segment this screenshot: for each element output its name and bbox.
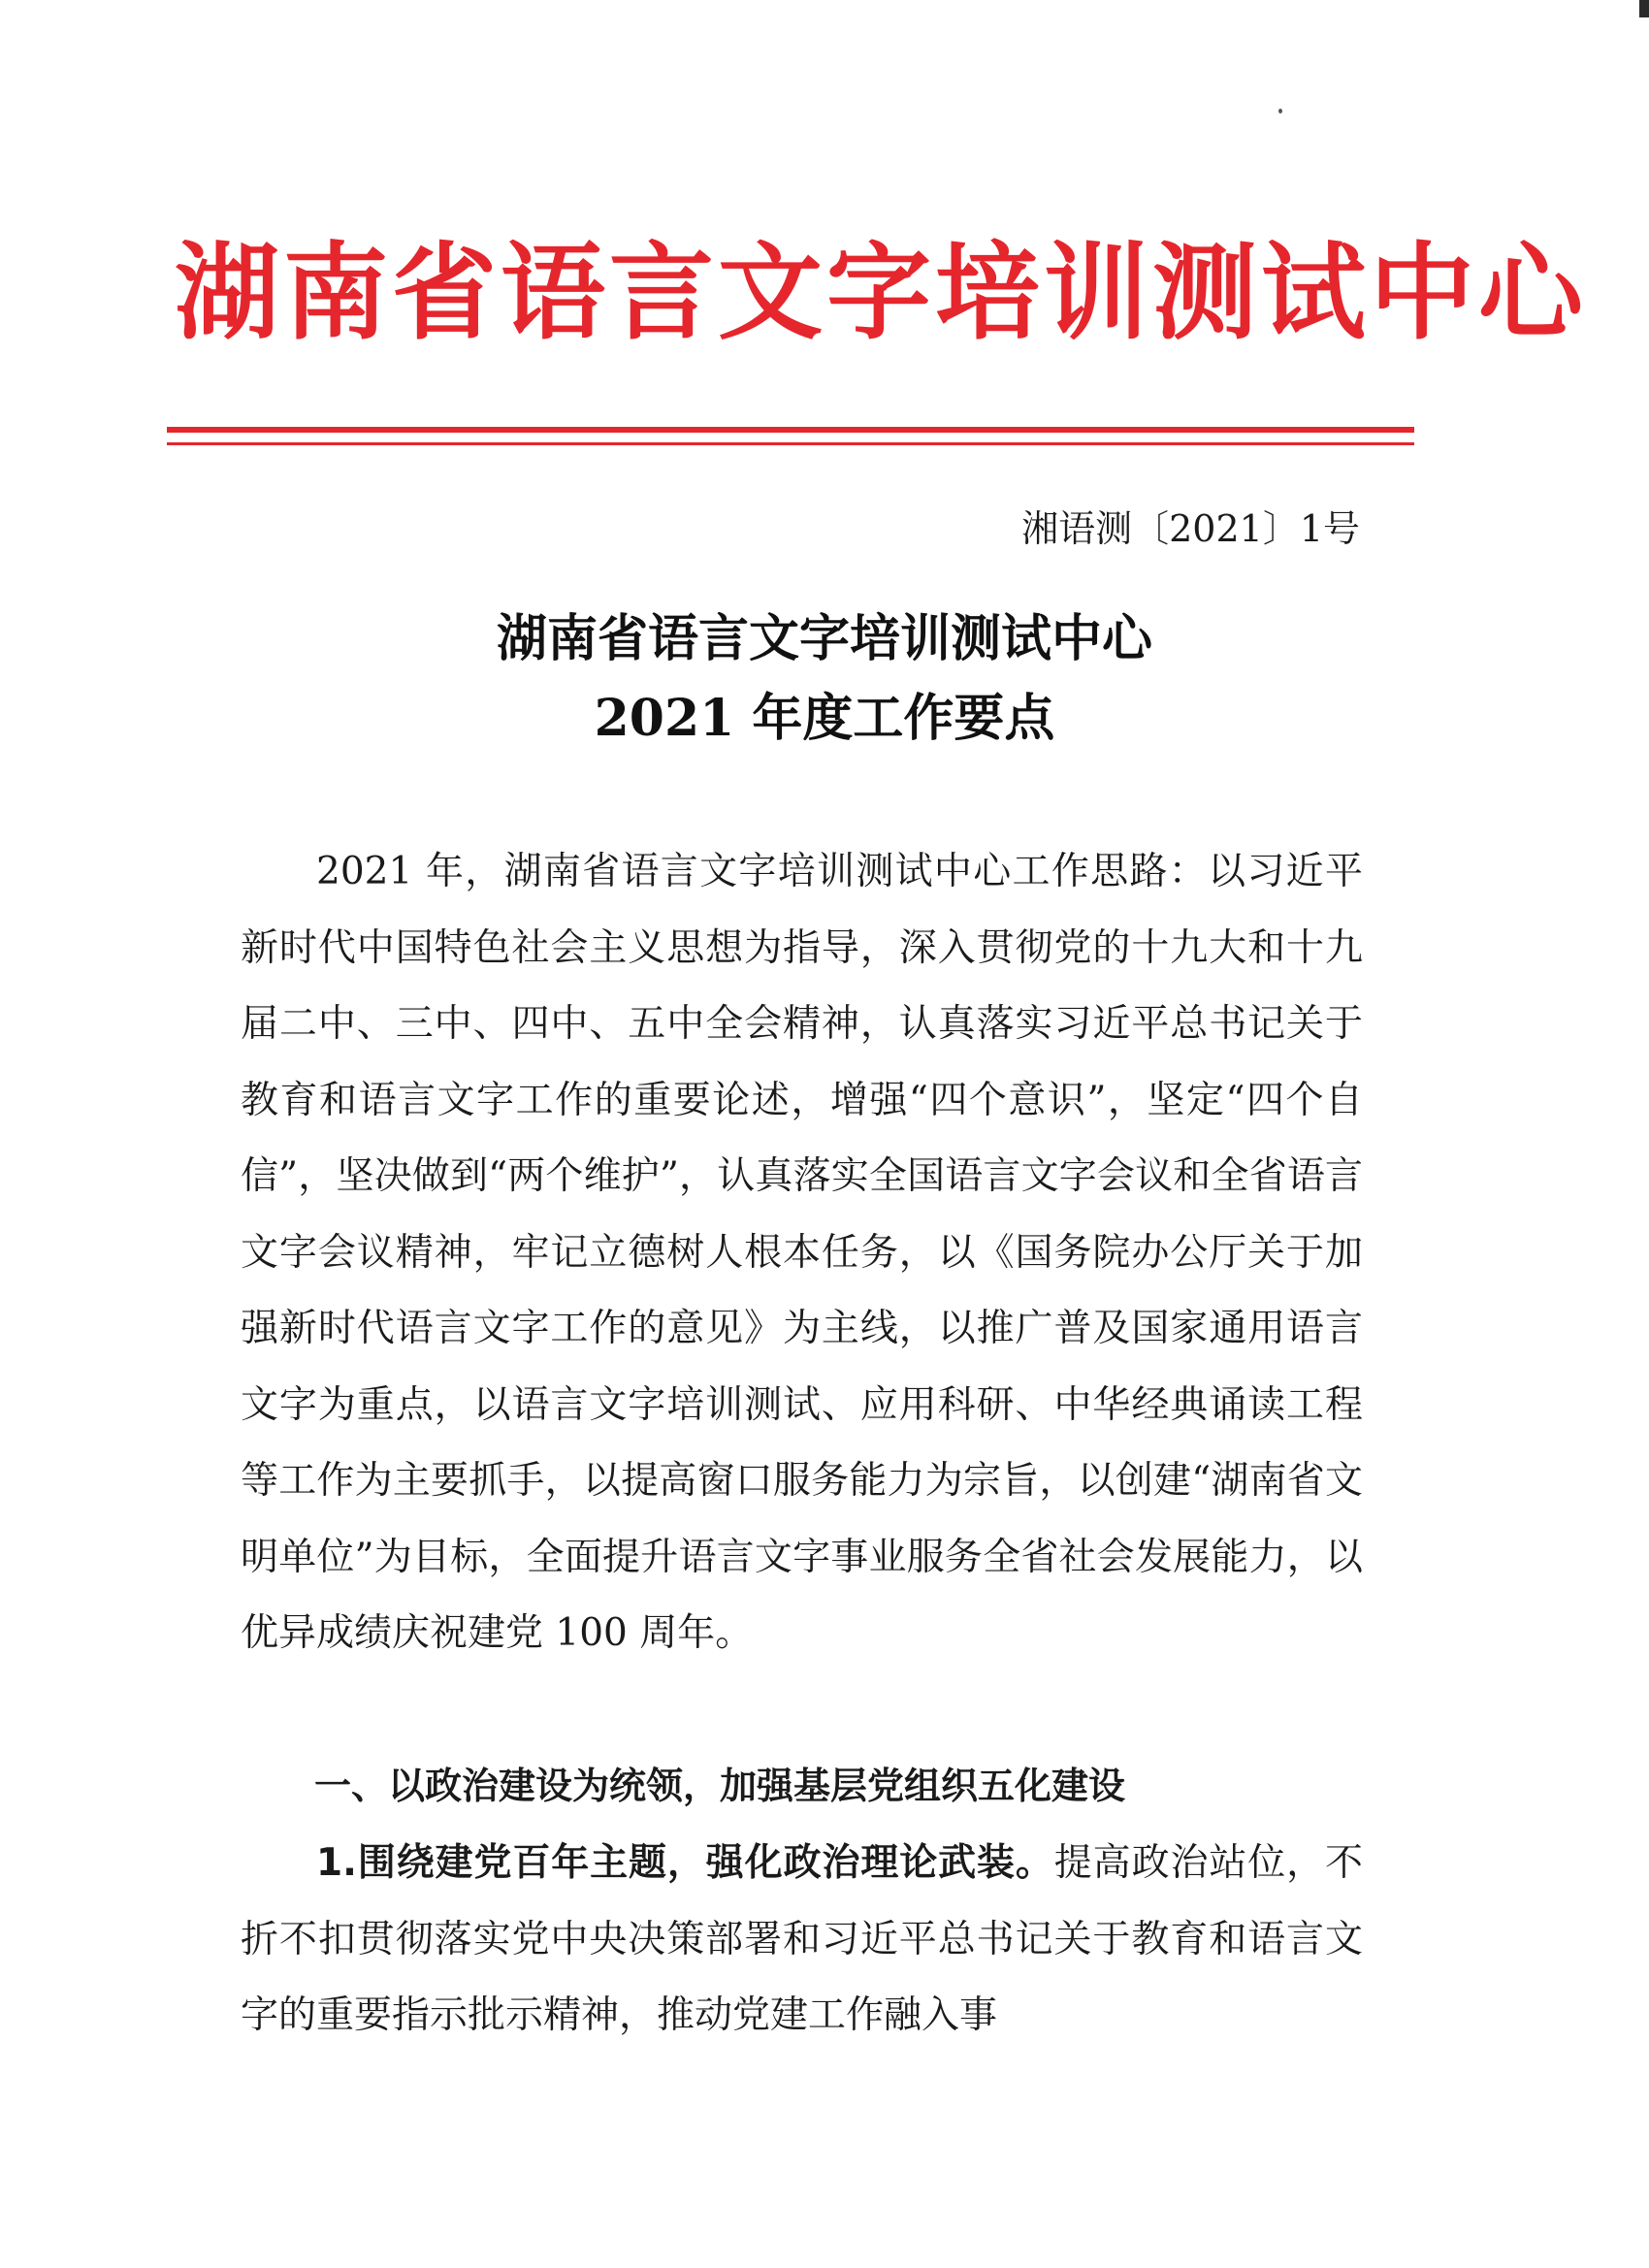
masthead-org-name: 湖南省语言文字培训测试中心 [175, 232, 1588, 354]
section1-item1-paragraph [241, 1826, 1363, 2055]
section-heading-1: 一、以政治建设为统领，加强基层党组织五化建设 [314, 1765, 1126, 1807]
document-title-line2: 2021 年度工作要点 [594, 689, 1055, 748]
document-number: 湘语测〔2021〕1号 [1021, 507, 1360, 550]
section1-item1-text: 提高政治站位，不折不扣贯彻落实党中央决策部署和习近平总书记关于教育和语言文字的重要指示批示精神，推动党建工作融入事 [241, 1841, 1363, 2037]
section1-item1 [241, 1826, 1363, 2055]
masthead-red-rule-thin [167, 442, 1414, 445]
intro-paragraph: 2021 年，湖南省语言文字培训测试中心工作思路：以习近平新时代中国特色社会主义思想为指导，深入贯彻党的十九大和十九届二中、三中、四中、五中全会精神，认真落实习近平总书记关于教育和语言文字工作的重要论述，增强“四个意识”，坚定“四个自信”，坚决做到“两个维护”，认真落实全国语言文字会议和全省语言文字会议精神，牢记立德树人根本任务，以《国务院办公厅关于加强新时代语言文字工作的意见》为主线，以推广普及国家通用语言文字为重点，以语言文字培训测试、应用科研、中华经典诵读工程等工作为主要抓手，以提高窗口服务能力为宗旨，以创建“湖南省文明单位”为目标，全面提升语言文字事业服务全省社会发展能力，以优异成绩庆祝建党 100 周年。 [241, 850, 1363, 1655]
intro-body [241, 834, 1363, 1672]
document-title-line1: 湖南省语言文字培训测试中心 [496, 609, 1152, 668]
scan-speck [1278, 109, 1282, 113]
masthead-red-rule-thick [167, 427, 1414, 433]
scan-edge-mark [1639, 0, 1649, 17]
section1-item1-lead: 1.围绕建党百年主题，强化政治理论武装。 [316, 1841, 1054, 1885]
